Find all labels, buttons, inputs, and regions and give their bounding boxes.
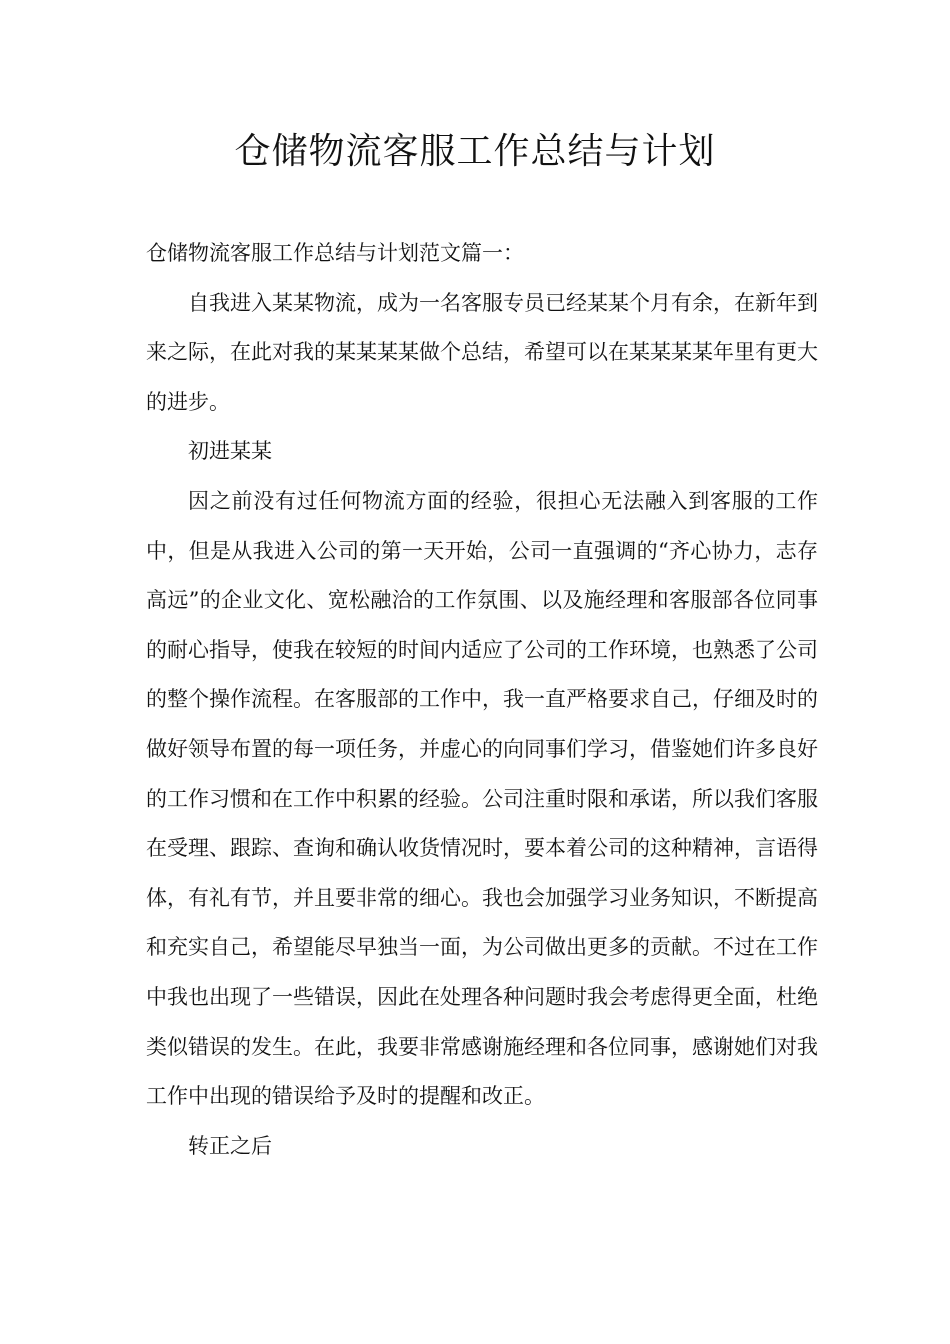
paragraph-intro: 仓储物流客服工作总结与计划范文篇一： [146, 241, 524, 265]
document-body [146, 229, 818, 1171]
section-heading-initial: 初进某某 [188, 439, 272, 464]
document-title: 仓储物流客服工作总结与计划 [234, 131, 716, 172]
paragraph-opening: 自我进入某某物流，成为一名客服专员已经某某个月有余，在新年到来之际，在此对我的某某某某做个总结，希望可以在某某某某年里有更大的进步。 [146, 290, 818, 414]
section-heading-after-regularization: 转正之后 [188, 1133, 272, 1158]
paragraph-initial-experience: 因之前没有过任何物流方面的经验，很担心无法融入到客服的工作中，但是从我进入公司的第一天开始，公司一直强调的“齐心协力，志存高远”的企业文化、宽松融洽的工作氛围、以及施经理和客服部各位同事的耐心指导，使我在较短的时间内适应了公司的工作环境，也熟悉了公司的整个操作流程。在客服部的工作中，我一直严格要求自己，仔细及时的做好领导布置的每一项任务，并虚心的向同事们学习，借鉴她们许多良好的工作习惯和在工作中积累的经验。公司注重时限和承诺，所以我们客服在受理、跟踪、查询和确认收货情况时，要本着公司的这种精神，言语得体，有礼有节，并且要非常的细心。我也会加强学习业务知识，不断提高和充实自己，希望能尽早独当一面，为公司做出更多的贡献。不过在工作中我也出现了一些错误，因此在处理各种问题时我会考虑得更全面，杜绝类似错误的发生。在此，我要非常感谢施经理和各位同事，感谢她们对我工作中出现的错误给予及时的提醒和改正。 [146, 488, 818, 1109]
